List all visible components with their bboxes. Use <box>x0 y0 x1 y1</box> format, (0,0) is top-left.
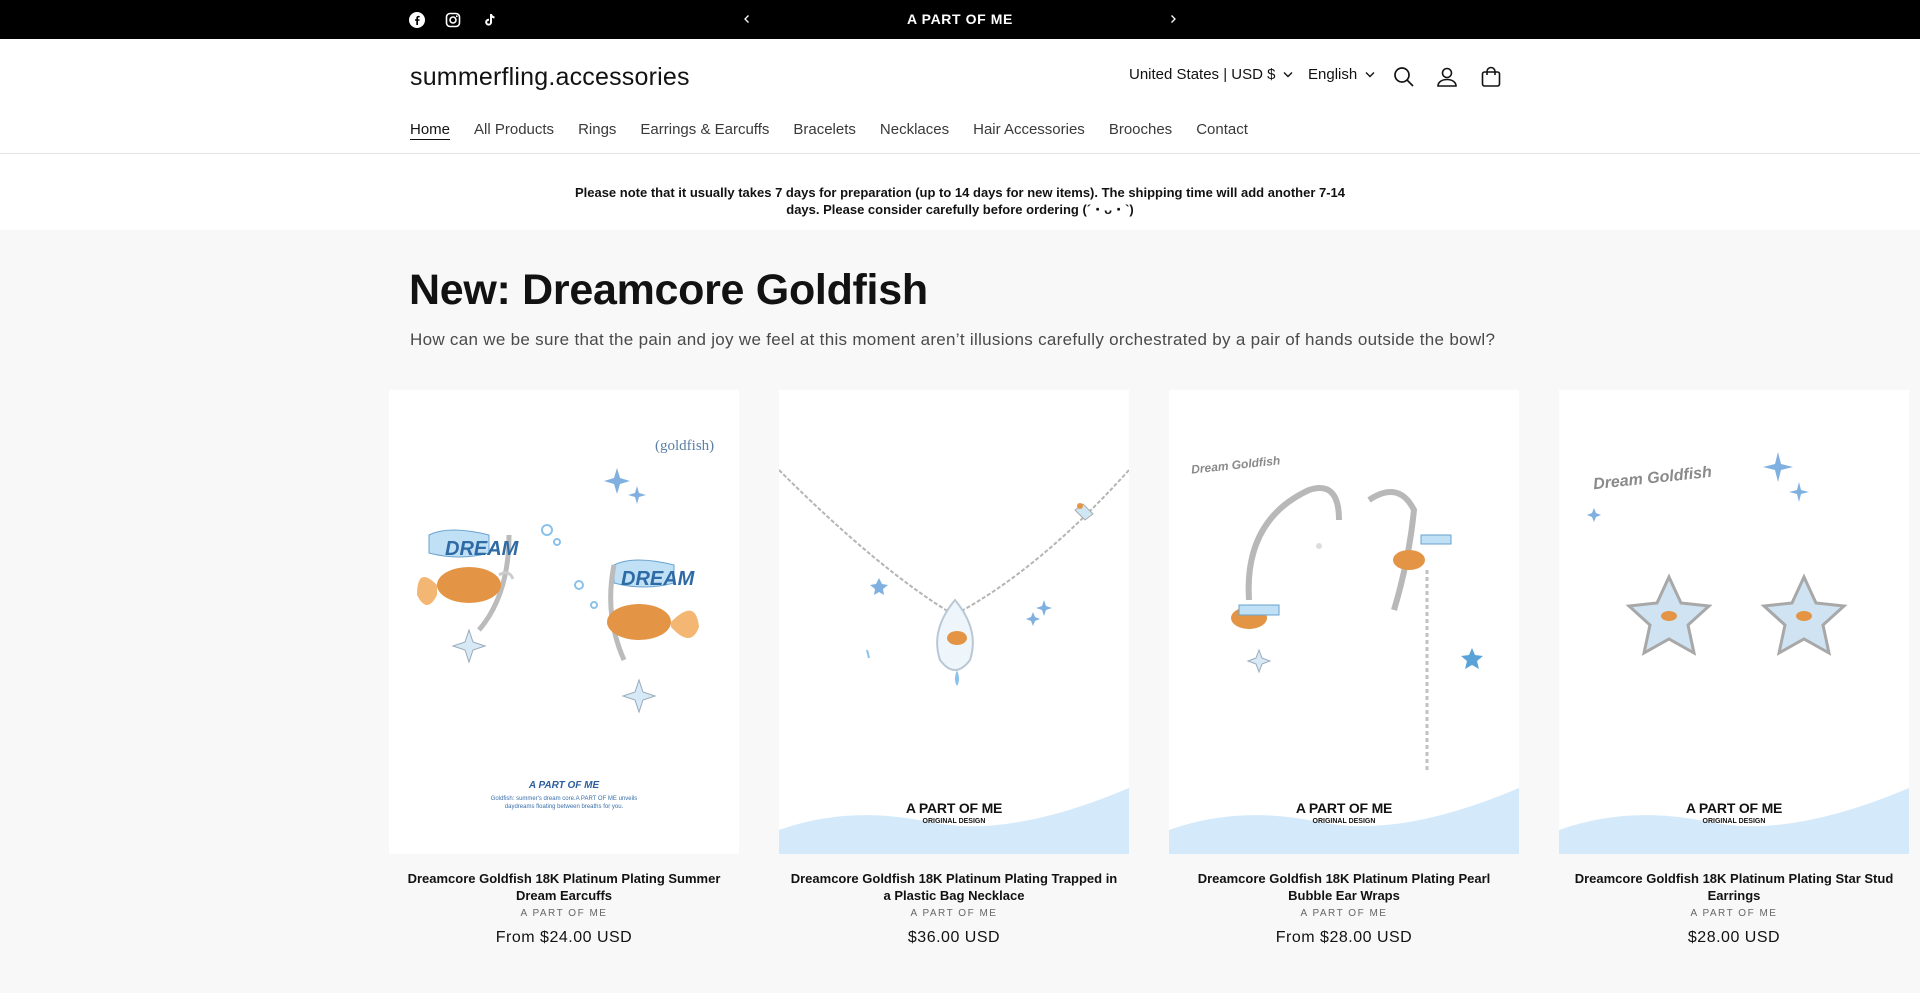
product-price: $36.00 USD <box>907 929 1001 946</box>
image-brand-mark: A PART OF ME <box>1295 800 1393 816</box>
product-image[interactable] <box>389 390 739 854</box>
product-price: $28.00 USD <box>1687 929 1781 946</box>
image-brand-mark: A PART OF ME <box>528 780 600 791</box>
necklace-illustration <box>779 390 1129 854</box>
product-vendor: A PART OF ME <box>520 908 608 919</box>
product-image[interactable] <box>1559 390 1909 854</box>
image-label-dream-left: DREAM <box>445 538 519 560</box>
language-selector[interactable] <box>1308 66 1375 83</box>
cart-button[interactable] <box>1477 63 1505 91</box>
shipping-notice-text: Please note that it usually takes 7 days for preparation (up to 14 days for new items). The shipping time will add another 7-14 days. Please consider carefully before ordering (´・ᴗ・`) <box>574 185 1346 217</box>
image-label-dream-right: DREAM <box>621 568 695 590</box>
ear-wrap-illustration <box>1169 390 1519 854</box>
product-price: From $28.00 USD <box>1275 929 1413 946</box>
currency-selector[interactable] <box>1129 66 1293 83</box>
product-title[interactable]: Dreamcore Goldfish 18K Platinum Plating Pearl Bubble Ear Wraps <box>1197 871 1491 903</box>
user-icon <box>1436 66 1458 88</box>
announcement-prev-button[interactable] <box>736 8 758 30</box>
store-logo[interactable]: summerfling.accessories <box>410 63 690 91</box>
nav-rings[interactable]: Rings <box>578 121 617 138</box>
image-brand-sub: ORIGINAL DESIGN <box>1312 818 1376 825</box>
product-card[interactable] <box>1559 390 1909 947</box>
image-brand-mark: A PART OF ME <box>1685 800 1783 816</box>
star-earrings-illustration <box>1559 390 1909 854</box>
product-card[interactable] <box>779 390 1129 947</box>
nav-contact[interactable]: Contact <box>1196 121 1248 138</box>
image-brand-mark: A PART OF ME <box>905 800 1003 816</box>
announcement-next-button[interactable] <box>1162 8 1184 30</box>
nav-brooches[interactable]: Brooches <box>1108 121 1173 138</box>
product-vendor: A PART OF ME <box>1690 908 1778 919</box>
image-caption: Dream Goldfish <box>1190 453 1281 477</box>
product-price: From $24.00 USD <box>495 929 633 946</box>
currency-label: United States | USD $ <box>1129 66 1276 83</box>
social-links <box>406 0 500 39</box>
product-title[interactable]: Dreamcore Goldfish 18K Platinum Plating Star Stud Earrings <box>1574 871 1894 903</box>
product-title[interactable]: Dreamcore Goldfish 18K Platinum Plating Trapped in a Plastic Bag Necklace <box>790 871 1118 903</box>
nav-home[interactable]: Home <box>410 121 451 138</box>
instagram-icon[interactable] <box>442 9 464 31</box>
announcement-bar <box>0 0 1920 39</box>
nav-necklaces[interactable]: Necklaces <box>879 121 950 138</box>
image-tagline: Goldfish: summer's dream core.A PART OF ME unveils daydreams floating between breaths for you. <box>490 796 638 810</box>
product-image[interactable] <box>1169 390 1519 854</box>
product-image[interactable] <box>779 390 1129 854</box>
chevron-down-icon <box>1283 71 1293 78</box>
site-header <box>0 39 1920 154</box>
facebook-icon[interactable] <box>406 9 428 31</box>
featured-collection <box>0 230 1920 993</box>
chevron-right-icon <box>1168 14 1178 24</box>
collection-description: How can we be sure that the pain and joy we feel at this moment aren’t illusions carefully orchestrated by a pair of hands outside the bowl? <box>410 330 1496 349</box>
search-icon <box>1393 66 1415 88</box>
image-brand-sub: ORIGINAL DESIGN <box>1702 818 1766 825</box>
announcement-text: A PART OF ME <box>907 11 1013 27</box>
product-title[interactable]: Dreamcore Goldfish 18K Platinum Plating Summer Dream Earcuffs <box>407 871 721 903</box>
collection-title: New: Dreamcore Goldfish <box>409 266 928 314</box>
chevron-left-icon <box>742 14 752 24</box>
nav-hair-accessories[interactable]: Hair Accessories <box>973 121 1085 138</box>
main-navigation <box>410 121 1248 138</box>
image-brand-sub: ORIGINAL DESIGN <box>922 818 986 825</box>
account-button[interactable] <box>1433 63 1461 91</box>
product-vendor: A PART OF ME <box>1300 908 1388 919</box>
language-label: English <box>1308 66 1358 83</box>
nav-earrings-earcuffs[interactable]: Earrings & Earcuffs <box>640 121 770 138</box>
image-caption: Dream Goldfish <box>1592 463 1713 494</box>
cart-icon <box>1480 66 1502 88</box>
shipping-notice <box>0 154 1920 230</box>
nav-bracelets[interactable]: Bracelets <box>793 121 856 138</box>
product-card[interactable] <box>1169 390 1519 947</box>
nav-all-products[interactable]: All Products <box>474 121 555 138</box>
product-card[interactable] <box>389 390 739 947</box>
tiktok-icon[interactable] <box>478 9 500 31</box>
search-button[interactable] <box>1390 63 1418 91</box>
image-caption: (goldfish) <box>655 438 715 454</box>
chevron-down-icon <box>1365 71 1375 78</box>
product-vendor: A PART OF ME <box>910 908 998 919</box>
